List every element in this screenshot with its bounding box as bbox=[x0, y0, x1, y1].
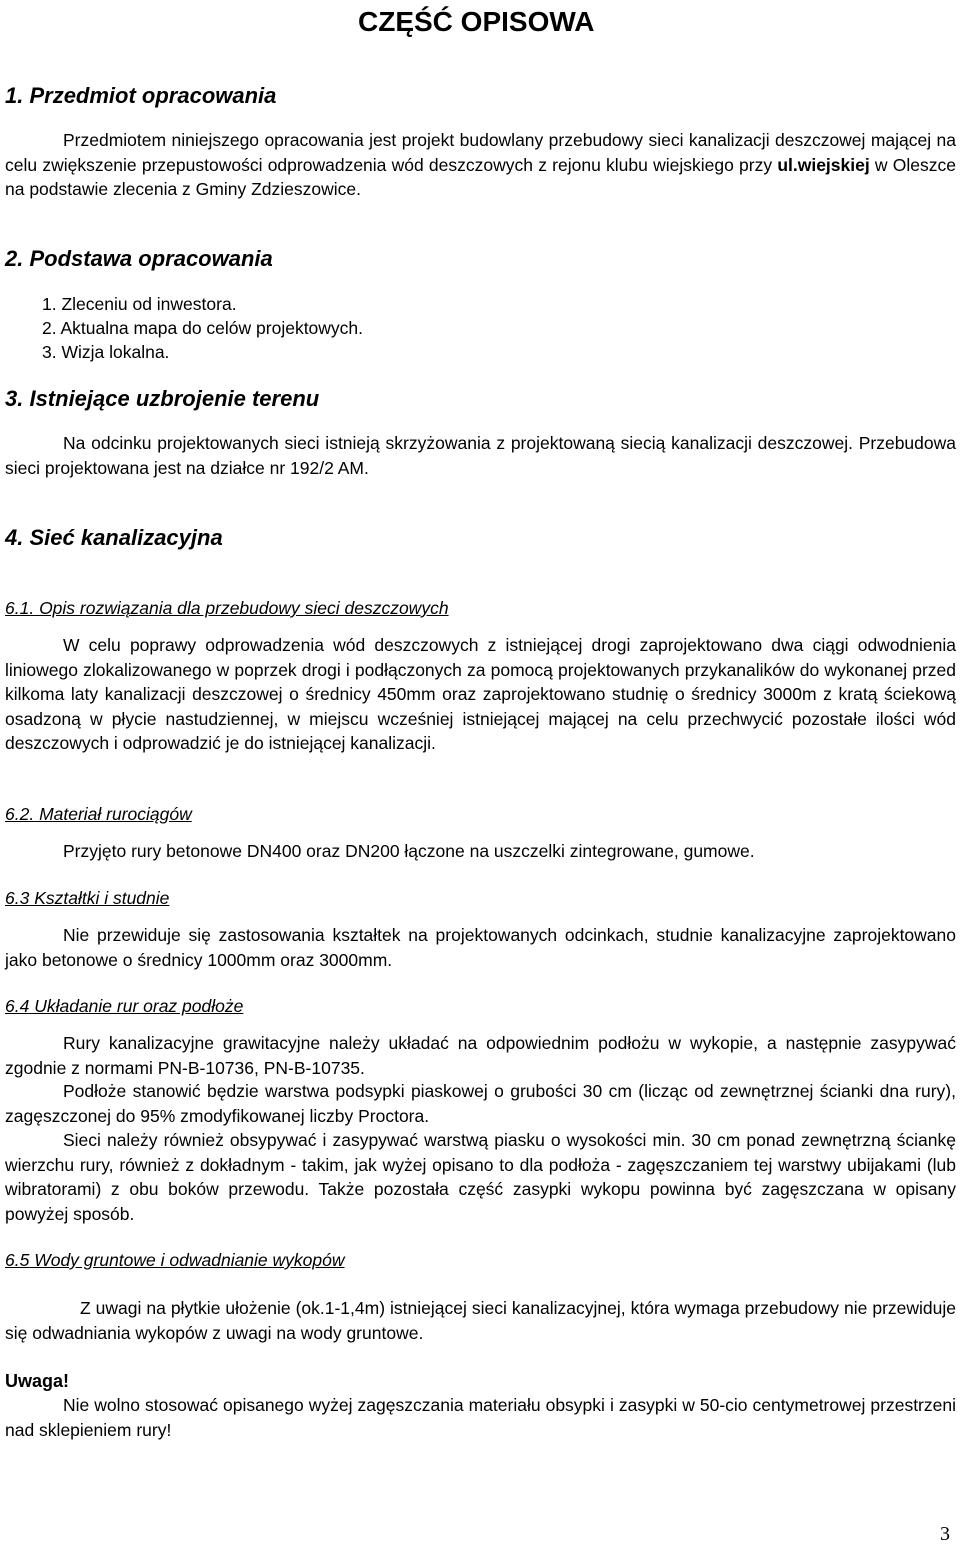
section-1-paragraph: Przedmiotem niniejszego opracowania jest projekt budowlany przebudowy sieci kanalizacji deszczowej mającej na celu zwiększenie przepustowości odprowadzenia wód deszczowych z rejonu klubu wiejskiego przy ul.wiejskiej w Oleszce na podstawie zlecenia z Gminy Zdzieszowice. bbox=[5, 130, 957, 199]
subsection-6-4-paragraph-3: Sieci należy również obsypywać i zasypywać warstwą piasku o wysokości min. 30 cm ponad zewnętrzną ściankę wierzchu rury, również z dokładnym - takim, jak wyżej opisano to dla podłoża - zagęszczaniem tej warstwy ubijakami (lub wibratorami) z obu boków przewodu. Także pozostała część zasypki wykopu powinna być zagęszczana w opisany powyżej sposób. bbox=[5, 1130, 956, 1224]
subsection-6-3-paragraph: Nie przewiduje się zastosowania kształtek na projektowanych odcinkach, studnie kanalizacyjne zaprojektowano jako betonowe o średnicy 1000mm oraz 3000mm. bbox=[5, 925, 956, 970]
list-item: 3. Wizja lokalna. bbox=[42, 342, 170, 362]
street-name: ul.wiejskiej bbox=[777, 154, 870, 175]
section-1-heading: 1. Przedmiot opracowania bbox=[5, 83, 277, 108]
subsection-6-4-heading: 6.4 Układanie rur oraz podłoże bbox=[5, 996, 244, 1016]
subsection-6-3-heading: 6.3 Kształtki i studnie bbox=[5, 888, 170, 908]
note-paragraph: Nie wolno stosować opisanego wyżej zagęszczania materiału obsypki i zasypki w 50-cio centymetrowej przestrzeni nad sklepieniem rury! bbox=[5, 1395, 956, 1440]
subsection-6-5-paragraph: Z uwagi na płytkie ułożenie (ok.1-1,4m) istniejącej sieci kanalizacyjnej, która wymaga przebudowy nie przewiduje się odwadniania wykopów z uwagi na wody gruntowe. bbox=[5, 1298, 956, 1343]
list-item: 2. Aktualna mapa do celów projektowych. bbox=[42, 318, 364, 338]
section-2-heading: 2. Podstawa opracowania bbox=[5, 246, 273, 271]
subsection-6-2-heading: 6.2. Materiał rurociągów bbox=[5, 804, 192, 824]
section-4-heading: 4. Sieć kanalizacyjna bbox=[5, 525, 223, 550]
list-item: 1. Zleceniu od inwestora. bbox=[42, 294, 237, 314]
subsection-6-1-paragraph: W celu poprawy odprowadzenia wód deszczowych z istniejącej drogi zaprojektowano dwa ciągi odwodnienia liniowego zlokalizowanego w poprzek drogi i podłączonych za pomocą projektowanych przykanalików do wykonanej przed kilkoma laty kanalizacji deszczowej o średnicy 450mm oraz zaprojektowano studnię o średnicy 3000m z kratą ściekową osadzoną w płycie nastudziennej, w miejscu wcześniej istniejącej mającej na celu przechwycić pozostałe ilości wód deszczowych i odprowadzić je do istniejącej kanalizacji. bbox=[5, 635, 956, 753]
note-label: Uwaga! bbox=[5, 1371, 70, 1391]
subsection-6-5-heading: 6.5 Wody gruntowe i odwadnianie wykopów bbox=[5, 1250, 345, 1270]
section-3-paragraph: Na odcinku projektowanych sieci istnieją skrzyżowania z projektowaną siecią kanalizacji deszczowej. Przebudowa sieci projektowana jest na działce nr 192/2 AM. bbox=[5, 433, 956, 478]
subsection-6-2-paragraph: Przyjęto rury betonowe DN400 oraz DN200 łączone na uszczelki zintegrowane, gumowe. bbox=[63, 841, 755, 861]
subsection-6-4-paragraph-1: Rury kanalizacyjne grawitacyjne należy układać na odpowiednim podłożu w wykopie, a następnie zasypywać zgodnie z normami PN-B-10736, PN-B-10735. bbox=[5, 1033, 956, 1078]
subsection-6-4-paragraph-2: Podłoże stanowić będzie warstwa podsypki piaskowej o grubości 30 cm (licząc od zewnętrznej ścianki dna rury), zagęszczonej do 95% zmodyfikowanej liczby Proctora. bbox=[5, 1081, 956, 1126]
page-number: 3 bbox=[940, 1523, 950, 1545]
section-3-heading: 3. Istniejące uzbrojenie terenu bbox=[5, 386, 320, 411]
document-title: CZĘŚĆ OPISOWA bbox=[358, 6, 595, 37]
subsection-6-1-heading: 6.1. Opis rozwiązania dla przebudowy sieci deszczowych bbox=[5, 598, 449, 618]
basis-list bbox=[42, 292, 363, 364]
